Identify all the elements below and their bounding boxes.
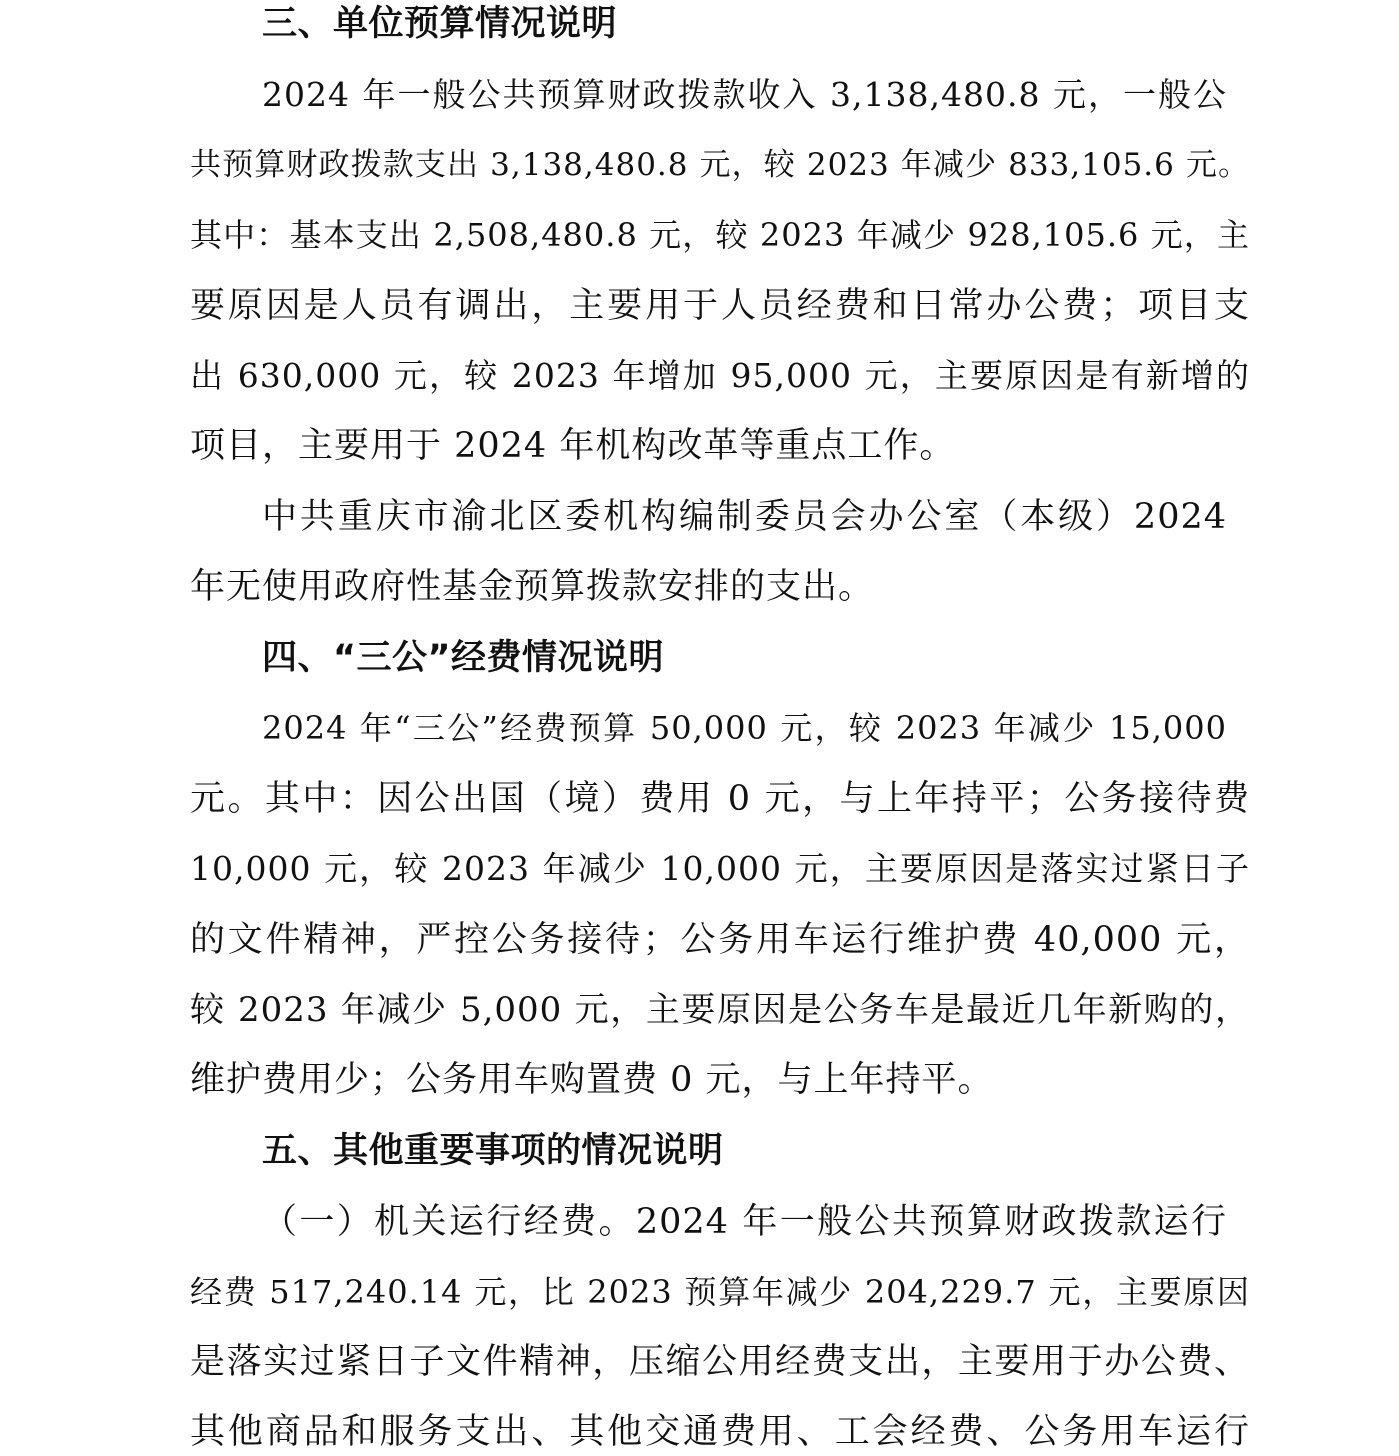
paragraph-line: 较 2023 年减少 5,000 元，主要原因是公务车是最近几年新购的， (190, 990, 1250, 1030)
paragraph-line: （一）机关运行经费。2024 年一般公共预算财政拨款运行 (262, 1202, 1227, 1242)
paragraph-line: 共预算财政拨款支出 3,138,480.8 元，较 2023 年减少 833,105.6 元。 (190, 147, 1250, 183)
paragraph-line: 经费 517,240.14 元，比 2023 预算年减少 204,229.7 元，主要原因 (190, 1273, 1250, 1311)
paragraph-line: 10,000 元，较 2023 年减少 10,000 元，主要原因是落实过紧日子 (190, 849, 1250, 888)
paragraph-line: 项目，主要用于 2024 年机构改革等重点工作。 (190, 426, 956, 466)
paragraph-line: 中共重庆市渝北区委机构编制委员会办公室（本级）2024 (262, 497, 1227, 537)
paragraph-line: 年无使用政府性基金预算拨款安排的支出。 (190, 567, 875, 607)
section-heading-three-public-expenses: 四、“三公”经费情况说明 (262, 638, 665, 678)
section-heading-unit-budget: 三、单位预算情况说明 (262, 4, 618, 44)
paragraph-line: 2024 年“三公”经费预算 50,000 元，较 2023 年减少 15,000 (262, 709, 1227, 747)
paragraph-line: 要原因是人员有调出，主要用于人员经费和日常办公费；项目支 (190, 286, 1250, 326)
paragraph-line: 元。其中：因公出国（境）费用 0 元，与上年持平；公务接待费 (190, 779, 1250, 819)
paragraph-line: 的文件精神，严控公务接待；公务用车运行维护费 40,000 元， (190, 920, 1250, 960)
paragraph-line: 2024 年一般公共预算财政拨款收入 3,138,480.8 元，一般公 (262, 75, 1227, 114)
paragraph-line: 其他商品和服务支出、其他交通费用、工会经费、公务用车运行 (190, 1412, 1250, 1452)
section-heading-other-matters: 五、其他重要事项的情况说明 (262, 1131, 724, 1171)
paragraph-line: 出 630,000 元，较 2023 年增加 95,000 元，主要原因是有新增的 (190, 356, 1250, 395)
paragraph-line: 维护费用少；公务用车购置费 0 元，与上年持平。 (190, 1060, 994, 1100)
paragraph-line: 其中：基本支出 2,508,480.8 元，较 2023 年减少 928,105.6 元，主 (190, 216, 1250, 254)
paragraph-line: 是落实过紧日子文件精神，压缩公用经费支出，主要用于办公费、 (190, 1342, 1250, 1382)
